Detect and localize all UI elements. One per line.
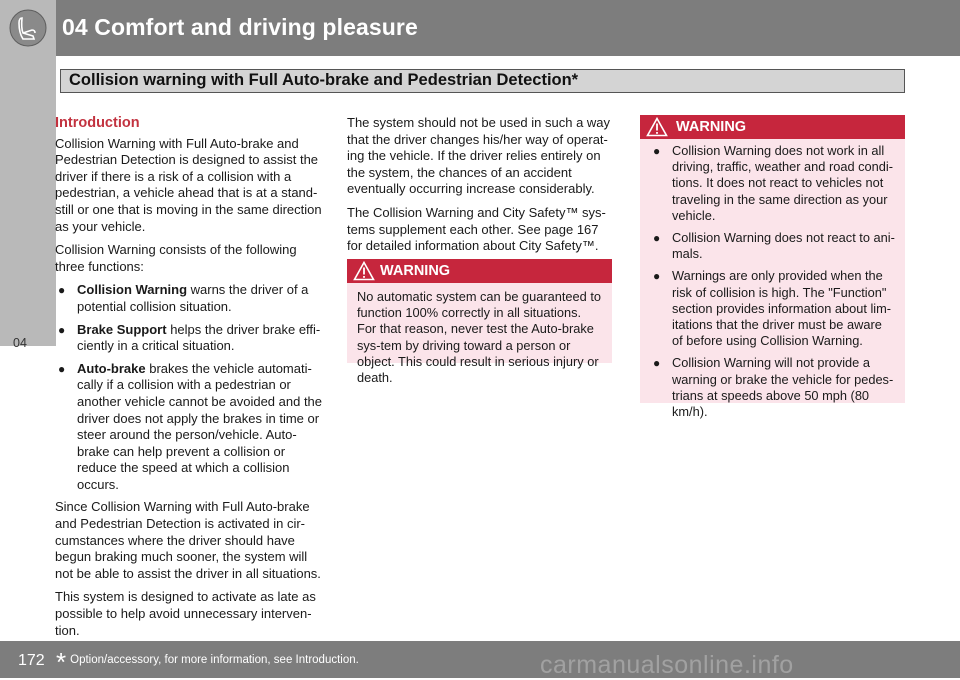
introduction-heading: Introduction <box>55 115 140 131</box>
warning-title: WARNING <box>676 119 747 135</box>
paragraph: Since Collision Warning with Full Auto-brake and Pedestrian Detection is activated in cir-cumstances where the driver should have begun braking much sooner, the system will not be able to assist the driver in all situations. <box>55 499 321 581</box>
text-column-2 <box>347 115 613 262</box>
list-item-text: Warnings are only provided when the risk of collision is high. The "Function" section provides information about lim-itations that the driver must be aware of before using Collision Warning. <box>672 268 892 349</box>
warning-text: No automatic system can be guaranteed to function 100% correctly in all situations. For that reason, never test the Auto-brake sys-tem by driving toward a person or object. This could result in serious injury or death. <box>357 289 601 386</box>
warning-body <box>640 139 905 420</box>
chapter-title: 04 Comfort and driving pleasure <box>62 14 418 40</box>
page-footer <box>0 641 960 678</box>
paragraph: Collision Warning with Full Auto-brake and Pedestrian Detection is designed to assist the driver if there is a risk of a collision with a pedestrian, a vehicle ahead that is at a stand-still or one that is moving in the same direction as your vehicle. <box>55 135 322 234</box>
section-header <box>60 69 905 93</box>
list-item-term: Collision Warning <box>77 282 188 298</box>
list-item-text: helps the driver brake effi-ciently in a critical situation. <box>77 321 321 354</box>
footnote <box>56 647 359 678</box>
bullet-icon: ● <box>58 322 66 337</box>
paragraph: The system should not be used in such a way that the driver changes his/her way of operat-ing the vehicle. If the driver relies entirely on the system, the chances of an accident eventually occurring increase considerably. <box>347 115 611 197</box>
chapter-tab-label: 04 <box>13 336 27 350</box>
bullet-icon: ● <box>58 283 66 298</box>
paragraph: This system is designed to activate as late as possible to help avoid unnecessary interven-tion. <box>55 589 316 638</box>
footnote-text: Option/accessory, for more information, see Introduction. <box>70 654 359 666</box>
list-item-term: Brake Support <box>77 321 167 337</box>
list-item <box>650 355 895 420</box>
bullet-icon: ● <box>653 231 661 246</box>
chapter-side-tab <box>0 56 56 350</box>
list-item <box>55 322 325 355</box>
warning-title: WARNING <box>380 263 451 279</box>
list-item <box>55 282 325 315</box>
watermark: carmanualsonline.info <box>540 651 794 679</box>
paragraph: The Collision Warning and City Safety™ sys-tems supplement each other. See page 167 for detailed information about City Safety™. <box>347 204 606 254</box>
page-number: 172 <box>18 652 45 669</box>
bullet-icon: ● <box>58 361 66 376</box>
list-item-text: Collision Warning does not react to ani-mals. <box>672 230 895 262</box>
warning-list <box>650 143 895 420</box>
warning-header <box>347 259 612 283</box>
list-item-term: Auto-brake <box>77 360 146 376</box>
bullet-icon: ● <box>653 356 661 371</box>
paragraph: Collision Warning consists of the following three functions: <box>55 242 297 274</box>
warning-header <box>640 115 905 139</box>
list-item <box>650 143 895 224</box>
warning-triangle-icon <box>646 117 668 137</box>
list-item <box>55 361 325 494</box>
list-item-text: Collision Warning will not provide a warning or brake the vehicle for pedes-trians at speeds above 50 mph (80 km/h). <box>672 355 894 420</box>
bullet-icon: ● <box>653 269 661 284</box>
bullet-icon: ● <box>653 144 661 158</box>
chapter-badge <box>0 0 56 56</box>
footnote-mark: * <box>56 647 67 677</box>
list-item <box>650 230 895 262</box>
section-title: Collision warning with Full Auto-brake and Pedestrian Detection* <box>69 71 579 89</box>
warning-triangle-icon <box>353 261 375 281</box>
car-seat-icon <box>9 9 47 47</box>
functions-list <box>55 282 325 493</box>
warning-box <box>347 259 612 386</box>
list-item-text: brakes the vehicle automati-cally if a collision with a pedestrian or another vehicle cannot be avoided and the driver does not apply the brakes in time or steer around the person/vehicle. Auto-brake can help prevent a collision or reduce the speed at which a collision occurs. <box>77 360 323 492</box>
list-item-text: Collision Warning does not work in all driving, traffic, weather and road condi-tions. It does not react to vehicles not traveling in the same direction as your vehicle. <box>672 143 893 223</box>
chapter-header <box>0 0 960 56</box>
list-item-text: warns the driver of a potential collision situation. <box>77 282 309 314</box>
list-item <box>650 268 895 349</box>
text-column-1 <box>55 115 325 646</box>
warning-box <box>640 115 905 420</box>
